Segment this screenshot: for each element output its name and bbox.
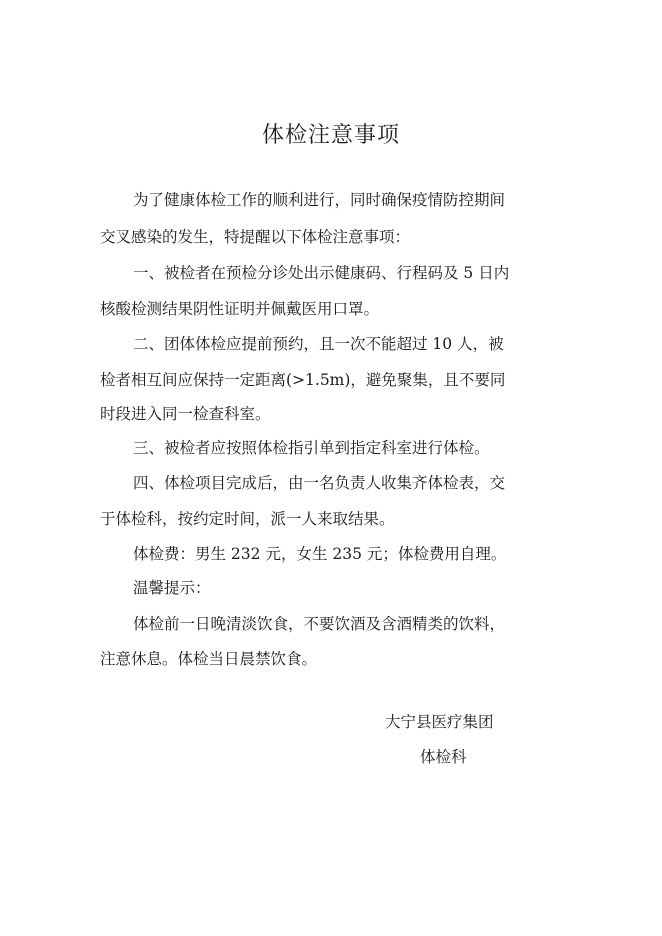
body-line: 于体检科，按约定时间，派一人来取结果。 <box>100 510 395 528</box>
body-line: 核酸检测结果阴性证明并佩戴医用口罩。 <box>100 300 380 318</box>
body-line: 为了健康体检工作的顺利进行，同时确保疫情防控期间 <box>133 191 506 209</box>
body-line: 体检前一日晚清淡饮食，不要饮酒及含酒精类的饮料， <box>133 615 506 633</box>
signature-org: 大宁县医疗集团 <box>385 713 494 731</box>
body-line: 三、被检者应按照体检指引单到指定科室进行体检。 <box>133 439 490 457</box>
body-line: 注意休息。体检当日晨禁饮食。 <box>100 650 318 668</box>
fee-line: 体检费：男生 232 元，女生 235 元；体检费用自理。 <box>133 545 507 563</box>
signature-dept: 体检科 <box>420 748 467 766</box>
body-line: 交叉感染的发生，特提醒以下体检注意事项： <box>100 228 411 246</box>
body-line: 二、团体体检应提前预约，且一次不能超过 10 人，被 <box>133 335 504 353</box>
tips-heading: 温馨提示： <box>133 579 211 597</box>
body-line: 四、体检项目完成后，由一名负责人收集齐体检表，交 <box>133 474 506 492</box>
document-title: 体检注意事项 <box>261 123 400 148</box>
body-line: 时段进入同一检查科室。 <box>100 405 271 423</box>
body-line: 检者相互间应保持一定距离(>1.5m)，避免聚集，且不要同 <box>100 371 506 389</box>
body-line: 一、被检者在预检分诊处出示健康码、行程码及 5 日内 <box>133 264 510 282</box>
